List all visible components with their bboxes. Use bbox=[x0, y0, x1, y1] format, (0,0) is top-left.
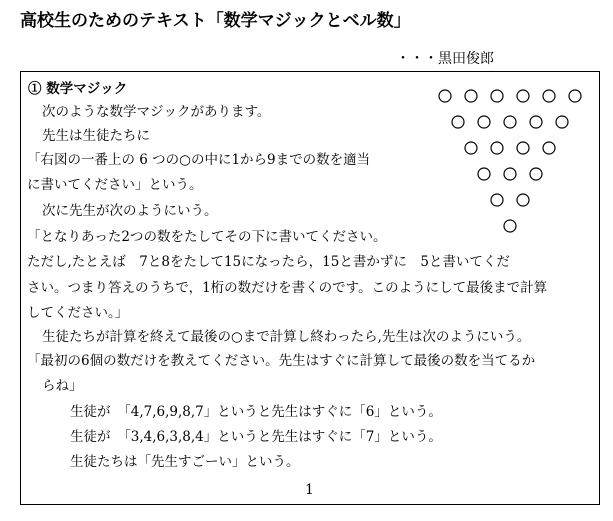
figure-circle bbox=[478, 168, 490, 180]
text-line: 生徒たちが計算を終えて最後の○まで計算し終わったら,先生は次のようにいう。 bbox=[42, 329, 531, 345]
text-line: 生徒が 「3,4,6,3,8,4」というと先生はすぐに「7」という。 bbox=[70, 429, 442, 445]
text-line: 「となりあった2つの数をたしてその下に書いてください。 bbox=[27, 229, 387, 245]
figure-circle bbox=[491, 194, 503, 206]
text-line: 「右図の一番上の 6 つの○の中に1から9までの数を適当 bbox=[27, 152, 371, 168]
text-line: 次に先生が次のようにいう。 bbox=[42, 203, 218, 219]
page-number: 1 bbox=[305, 482, 314, 498]
text-line: 先生は生徒たちに bbox=[42, 128, 150, 144]
figure-circle bbox=[556, 116, 568, 128]
figure-circle bbox=[543, 90, 555, 102]
figure-circle bbox=[478, 116, 490, 128]
figure-circle bbox=[465, 142, 477, 154]
figure-circle bbox=[439, 90, 451, 102]
figure-circle bbox=[504, 168, 516, 180]
text-line: らね」 bbox=[42, 378, 83, 394]
text-line: 次のような数学マジックがあります。 bbox=[42, 104, 271, 120]
figure-circle bbox=[517, 194, 529, 206]
text-line: に書いてください」という。 bbox=[27, 177, 203, 193]
figure-circle bbox=[530, 168, 542, 180]
text-line: 生徒が 「4,7,6,9,8,7」というと先生はすぐに「6」という。 bbox=[70, 404, 442, 420]
circle-triangle-figure bbox=[430, 86, 590, 236]
document-title: 高校生のためのテキスト「数学マジックとベル数」 bbox=[20, 11, 411, 31]
text-line: 「最初の6個の数だけを教えてください。先生はすぐに計算して最後の数を当てるか bbox=[27, 353, 536, 369]
section-heading: ① 数学マジック bbox=[28, 81, 128, 97]
figure-circle bbox=[569, 90, 581, 102]
text-line: してください。」 bbox=[27, 305, 129, 321]
text-line: ただし,たとえば 7と8をたして15になったら，15と書かずに 5と書いてくだ bbox=[27, 254, 510, 270]
figure-circle bbox=[491, 142, 503, 154]
figure-circle bbox=[504, 220, 516, 232]
author-name: ・・・黒田俊郎 bbox=[396, 51, 494, 67]
figure-circle bbox=[517, 90, 529, 102]
text-line: さい。つまり答えのうちで，1桁の数だけを書くのです。このようにして最後まで計算 bbox=[27, 280, 548, 296]
figure-circle bbox=[465, 90, 477, 102]
figure-circle bbox=[543, 142, 555, 154]
text-line: 生徒たちは「先生すごーい」という。 bbox=[70, 454, 300, 470]
figure-circle bbox=[491, 90, 503, 102]
figure-circle bbox=[530, 116, 542, 128]
figure-circle bbox=[517, 142, 529, 154]
figure-circle bbox=[452, 116, 464, 128]
figure-circle bbox=[504, 116, 516, 128]
